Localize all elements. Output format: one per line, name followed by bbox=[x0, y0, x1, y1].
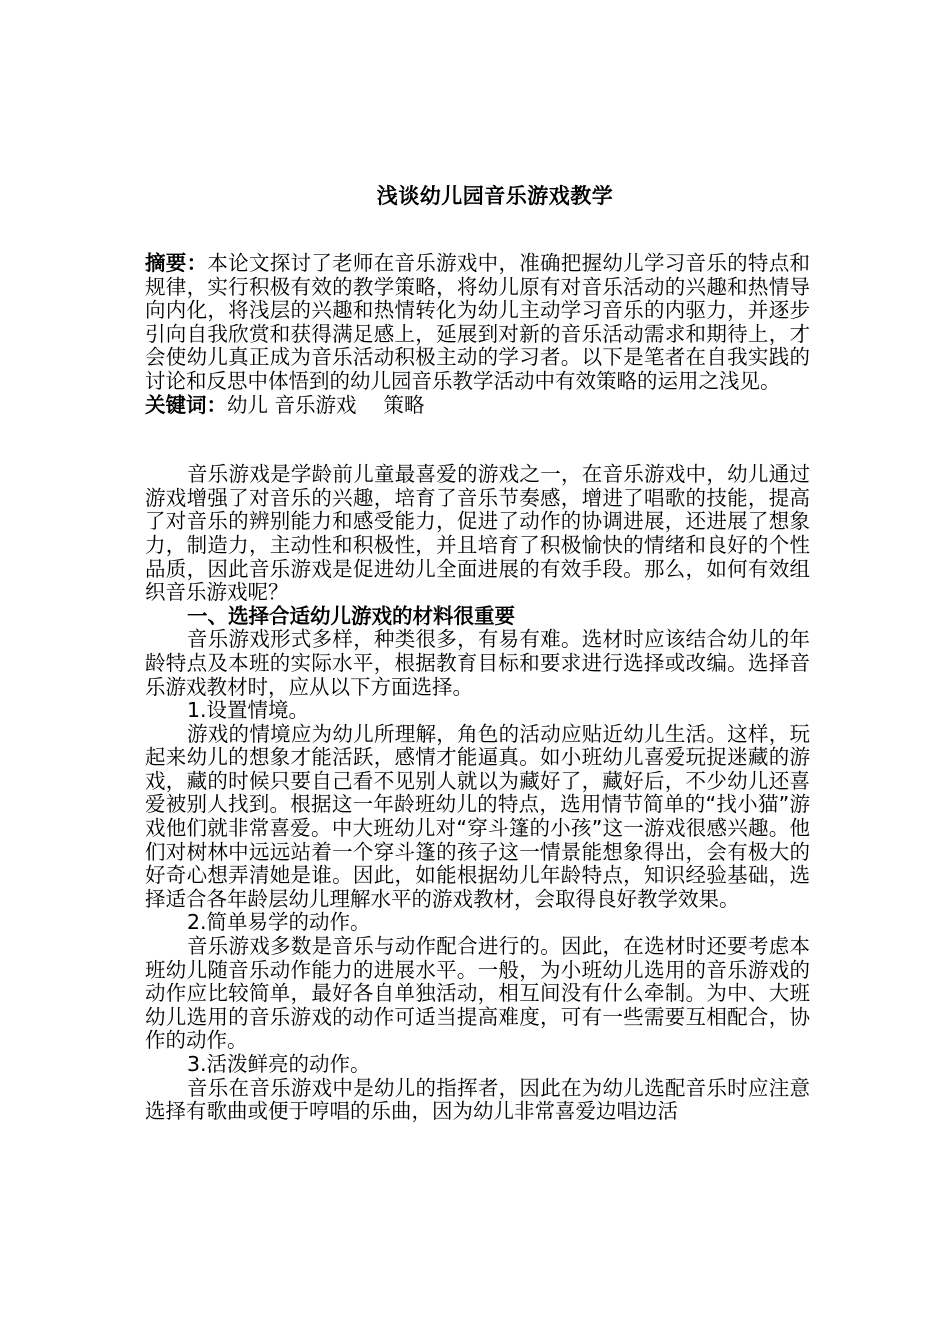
item-label-1: 1.设置情境。 bbox=[187, 698, 310, 723]
keywords-label: 关键词： bbox=[145, 392, 227, 417]
document-body bbox=[145, 252, 810, 1124]
item-label-2: 2.简单易学的动作。 bbox=[187, 910, 371, 935]
item-label-3: 3.活泼鲜亮的动作。 bbox=[187, 1052, 371, 1076]
abstract-label: 摘要： bbox=[145, 251, 208, 275]
section-heading: 一、选择合适幼儿游戏的材料很重要 bbox=[187, 603, 515, 628]
section-paragraph: 音乐游戏形式多样，种类很多，有易有难。选材时应该结合幼儿的年龄特点及本班的实际水平，根据教育目标和要求进行选择或改编。选择音乐游戏教材时，应从以下方面选择。 bbox=[145, 627, 810, 699]
document-title: 浅谈幼儿园音乐游戏教学 bbox=[376, 184, 614, 208]
item-text-2: 音乐游戏多数是音乐与动作配合进行的。因此，在选材时还要考虑本班幼儿随音乐动作能力的进展水平。一般，为小班幼儿选用的音乐游戏的动作应比较简单，最好各自单独活动，相互间没有什么牵制。为中、大班幼儿选用的音乐游戏的动作可适当提高难度，可有一些需要互相配合，协作的动作。 bbox=[145, 934, 810, 1053]
intro-paragraph: 音乐游戏是学龄前儿童最喜爱的游戏之一，在音乐游戏中，幼儿通过游戏增强了对音乐的兴趣，培育了音乐节奏感，增进了唱歌的技能，提高了对音乐的辨别能力和感受能力，促进了动作的协调进展，还进展了想象力，制造力，主动性和积极性，并且培育了积极愉快的情绪和良好的个性品质，因此音乐游戏是促进幼儿全面进展的有效手段。那么，如何有效组织音乐游戏呢？ bbox=[145, 462, 810, 605]
spacer bbox=[145, 417, 810, 463]
abstract-paragraph bbox=[145, 252, 810, 394]
item-text-3: 音乐在音乐游戏中是幼儿的指挥者，因此在为幼儿选配音乐时应注意选择有歌曲或便于哼唱的乐曲，因为幼儿非常喜爱边唱边活 bbox=[145, 1075, 810, 1124]
abstract-text: 本论文探讨了老师在音乐游戏中，准确把握幼儿学习音乐的特点和规律，实行积极有效的教学策略，将幼儿原有对音乐活动的兴趣和热情导向内化，将浅层的兴趣和热情转化为幼儿主动学习音乐的内驱力，并逐步引向自我欣赏和获得满足感上，延展到对新的音乐活动需求和期待上，才会使幼儿真正成为音乐活动积极主动的学习者。以下是笔者在自我实践的讨论和反思中体悟到的幼儿园音乐教学活动中有效策略的运用之浅见。 bbox=[145, 251, 811, 393]
item-text-1: 游戏的情境应为幼儿所理解，角色的活动应贴近幼儿生活。这样，玩起来幼儿的想象才能活跃，感情才能逼真。如小班幼儿喜爱玩捉迷藏的游戏，藏的时候只要自己看不见别人就以为藏好了，藏好后，不少幼儿还喜爱被别人找到。根据这一年龄班幼儿的特点，选用情节简单的“找小猫”游戏他们就非常喜爱。中大班幼儿对“穿斗篷的小孩”这一游戏很感兴趣。他们对树林中远远站着一个穿斗篷的孩子这一情景能想象得出，会有极大的好奇心想弄清她是谁。因此，如能根据幼儿年龄特点，知识经验基础，选择适合各年龄层幼儿理解水平的游戏教材，会取得良好教学效果。 bbox=[145, 721, 810, 911]
keywords-paragraph bbox=[145, 394, 810, 418]
keywords-text: 幼儿 音乐游戏 策略 bbox=[227, 392, 425, 417]
